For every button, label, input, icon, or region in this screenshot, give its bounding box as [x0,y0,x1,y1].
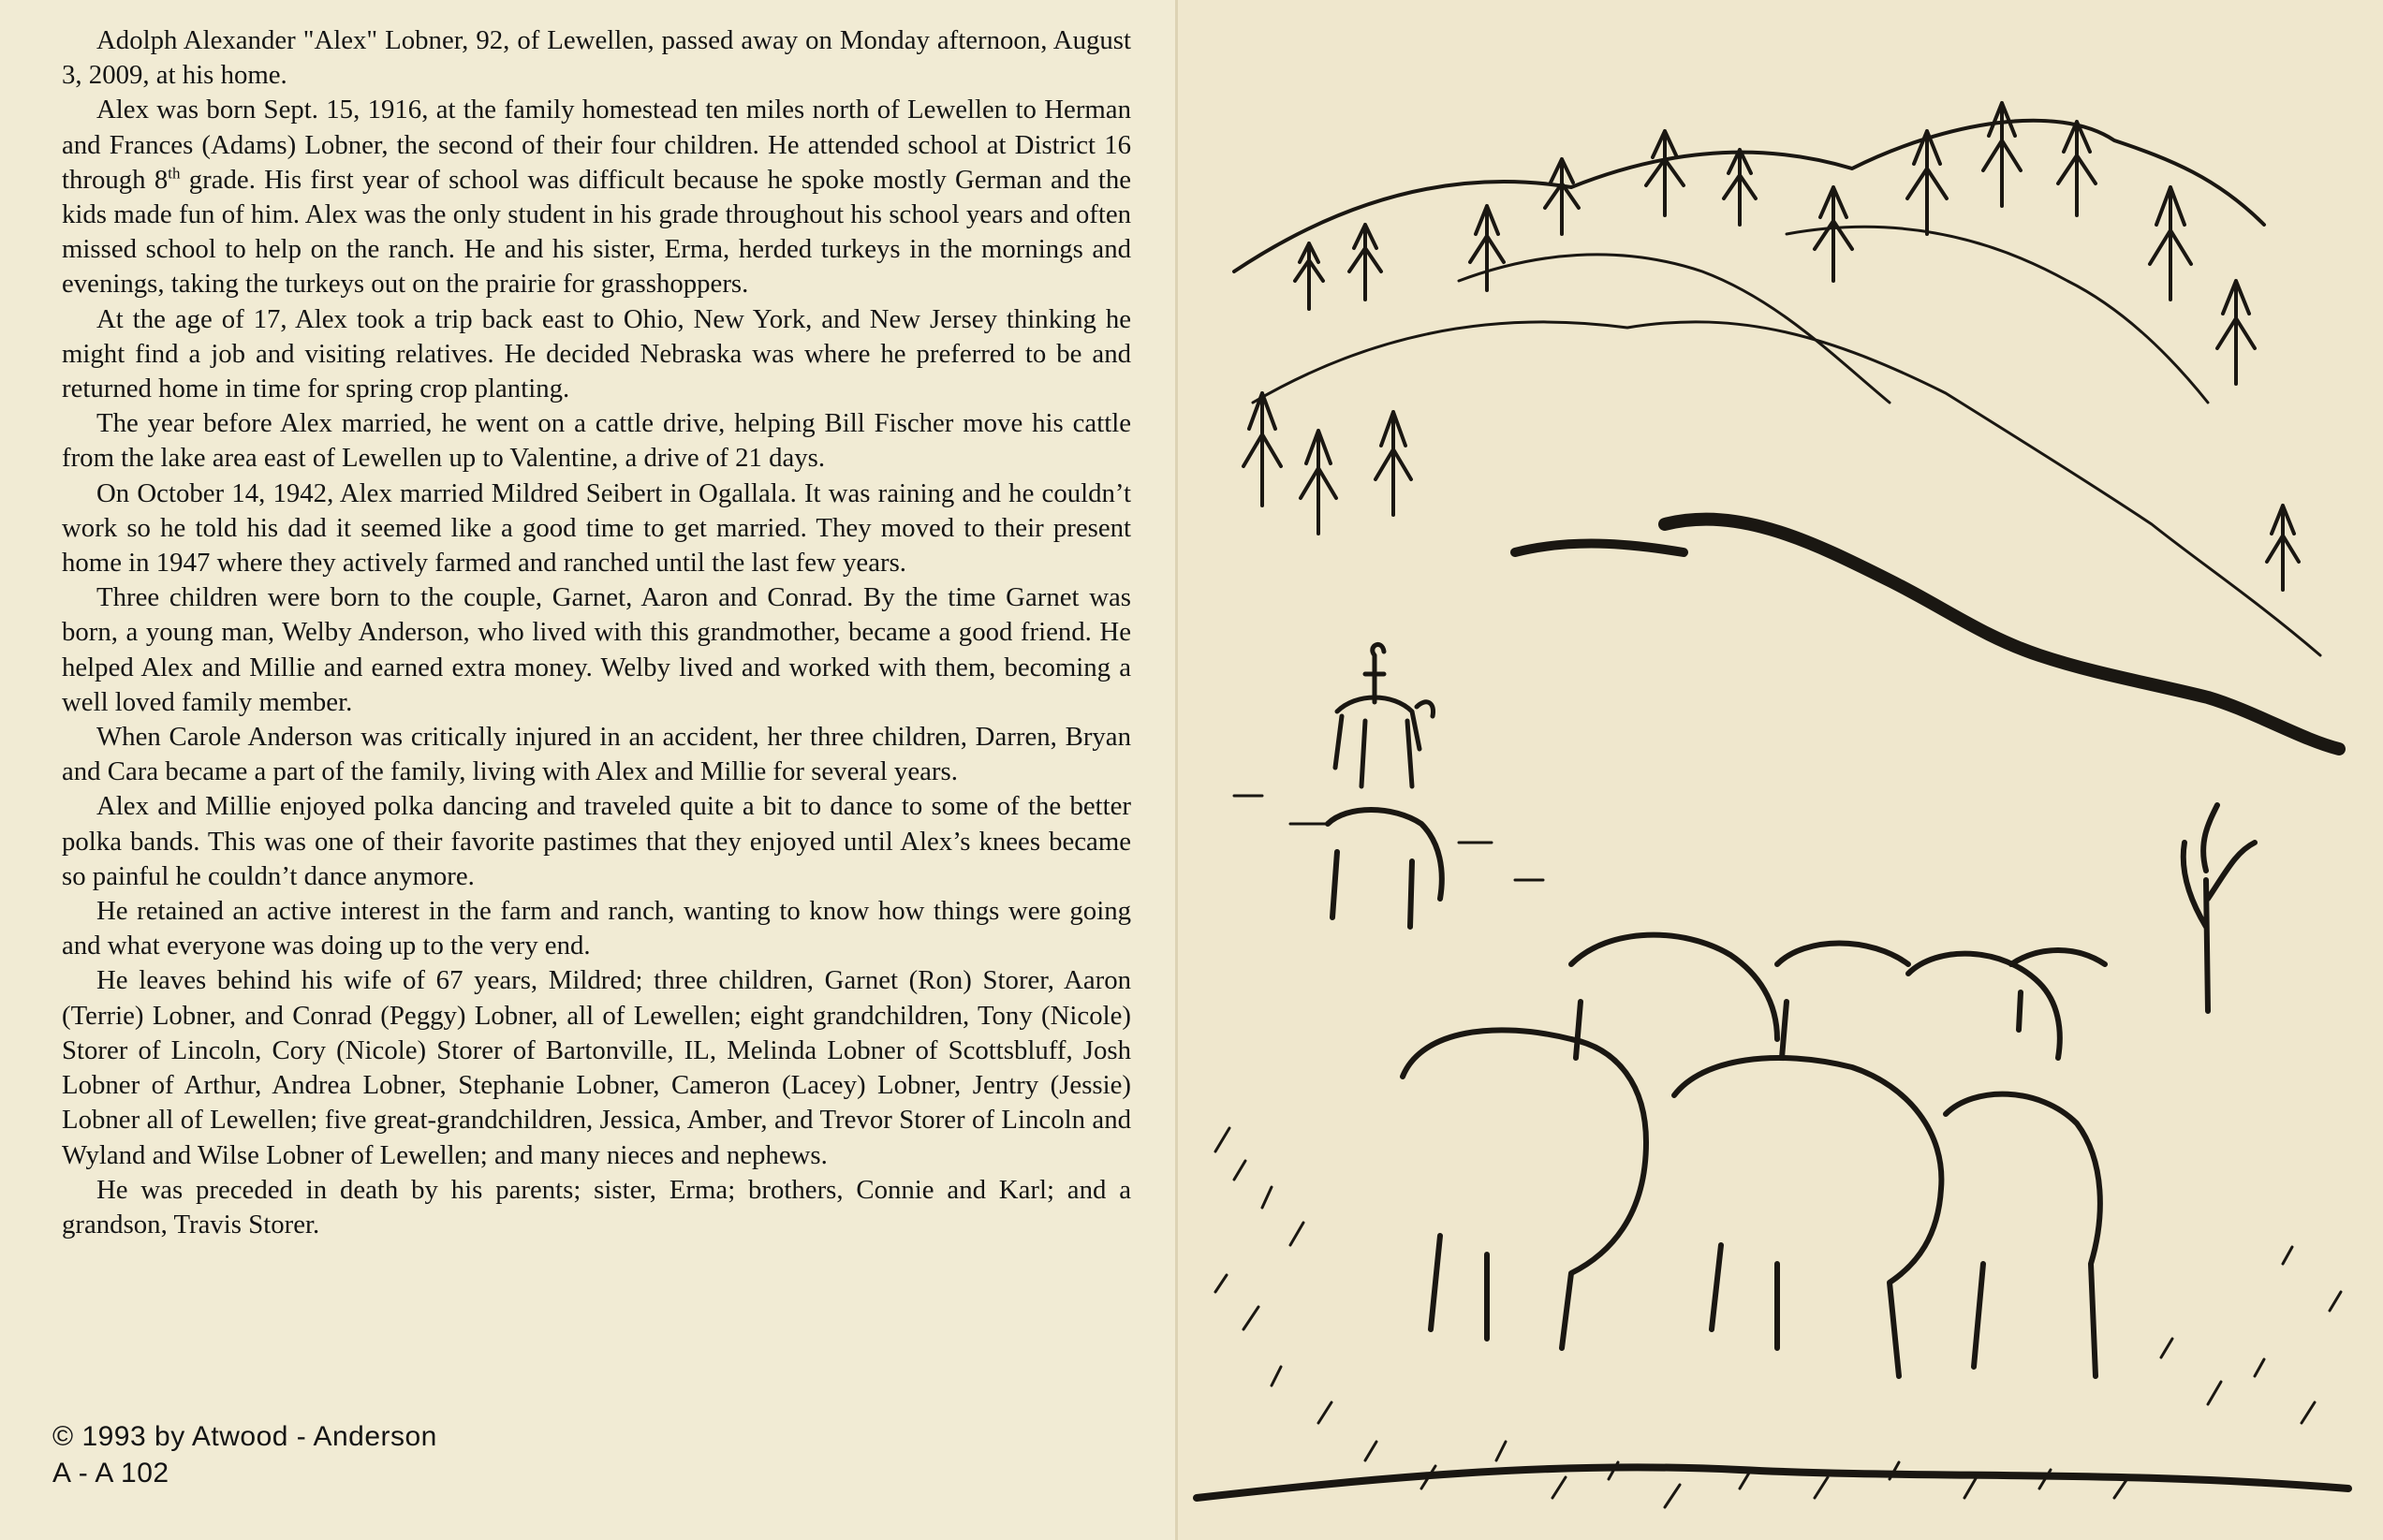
gully [1665,520,2339,749]
ridge-line [1459,255,1890,403]
obit-paragraph [62,93,1131,301]
obit-paragraph: Three children were born to the couple, Garnet, Aaron and Conrad. By the time Garnet was born, a young man, Welby Anderson, who lived with this grandmother, became a good friend. He helped Alex and Millie and earned extra money. Welby lived and worked with them, becoming a well loved family member. [62,582,1131,717]
right-panel [1178,0,2383,1540]
obit-text-segment: grade. His first year of school was difficult because he spoke mostly German and the kids made fun of him. Alex was the only student in his grade throughout his school years and often missed school to help on the ranch. He and his sister, Erma, herded turkeys in the mornings and evenings, taking the turkeys out on the prairie for grasshoppers. [62,164,1131,300]
obit-text-segment: Alex was born Sept. 15, 1916, at the family homestead ten miles north of Lewellen to Herman and Frances (Adams) Lobner, the second of their four children. He attended school at District 16 through 8 [62,95,1131,195]
obit-paragraph: The year before Alex married, he went on a cattle drive, helping Bill Fischer move his cattle from the lake area east of Lewellen up to Valentine, a drive of 21 days. [62,408,1131,474]
dead-tree [2184,805,2255,1011]
obit-paragraph: He was preceded in death by his parents; sister, Erma; brothers, Connie and Karl; and a grandson, Travis Storer. [62,1174,1131,1239]
obit-paragraph: At the age of 17, Alex took a trip back east to Ohio, New York, and New Jersey thinking he might find a job and visiting relatives. He decided Nebraska was where he preferred to be and returned home in time for spring crop planting. [62,303,1131,404]
ordinal-suffix: th [168,164,181,183]
obit-paragraph: He retained an active interest in the farm and ranch, wanting to know how things were going and what everyone was doing up to the very end. [62,896,1131,961]
obituary-text [62,23,1131,1242]
ridge-line [1787,227,2208,403]
left-panel [0,0,1175,1540]
product-code: A - A 102 [52,1458,169,1489]
obit-paragraph: He leaves behind his wife of 67 years, Mildred; three children, Garnet (Ron) Storer, Aaron (Terrie) Lobner, and Conrad (Peggy) Lobner, all of Lewellen; eight grandchildren, Tony (Nicole) Storer of Lincoln, Cory (Nicole) Storer of Bartonville, IL, Melinda Lobner of Scottsbluff, Josh Lobner of Arthur, Andrea Lobner, Stephanie Lobner, Cameron (Lacey) Lobner, Jentry (Jessie) Lobner all of Lewellen; five great-grandchildren, Jessica, Amber, and Trevor Storer of Lincoln and Wyland and Wilse Lobner of Lewellen; and many nieces and nephews. [62,965,1131,1170]
ground-hatching [1215,796,2341,1507]
hill-outline [1234,121,2264,271]
gully [1515,544,1684,552]
ground-shadow [1197,1467,2348,1498]
hill-outline [1253,322,2320,655]
horse-and-rider [1335,644,1434,786]
obit-paragraph: Adolph Alexander "Alex" Lobner, 92, of Lewellen, passed away on Monday afternoon, August 3, 2009, at his home. [62,25,1131,91]
copyright-block [52,1418,437,1491]
obit-paragraph: When Carole Anderson was critically injured in an accident, her three children, Darren, Bryan and Cara became a part of the family, living with Alex and Millie for several years. [62,722,1131,787]
cattle-herd [1328,810,2105,1376]
copyright-line: © 1993 by Atwood - Anderson [52,1421,437,1452]
ink-sketch-cattle-hills-icon [1178,0,2383,1540]
obit-paragraph: On October 14, 1942, Alex married Mildred Seibert in Ogallala. It was raining and he couldn’t work so he told his dad it seemed like a good time to get married. They moved to their present home in 1947 where they actively farmed and ranched until the last few years. [62,477,1131,579]
obit-paragraph: Alex and Millie enjoyed polka dancing and traveled quite a bit to dance to some of the better polka bands. This was one of their favorite pastimes that they enjoyed until Alex’s knees became so painful he couldn’t dance anymore. [62,791,1131,891]
